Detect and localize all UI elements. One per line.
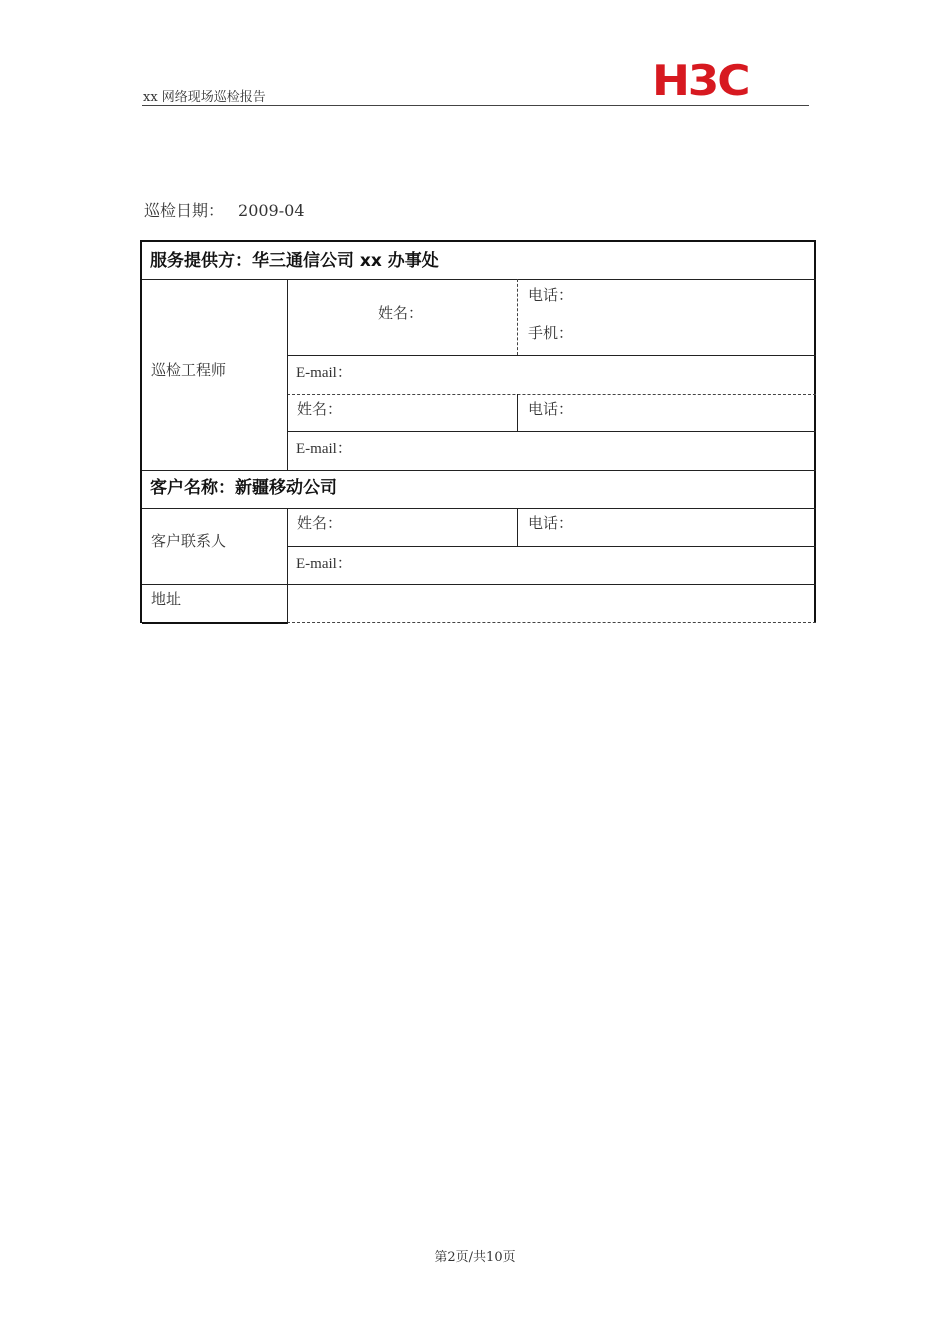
col-divider	[517, 279, 518, 355]
inspection-date-value: 2009-04	[238, 201, 305, 220]
row-divider	[287, 546, 816, 547]
engineer1-mobile-label: 手机：	[528, 324, 574, 342]
row-divider	[142, 584, 816, 585]
engineer2-name-label: 姓名：	[297, 400, 343, 418]
row-divider	[142, 470, 816, 471]
engineer-label: 巡检工程师	[151, 361, 227, 379]
row-divider	[142, 279, 816, 280]
col-divider	[287, 508, 288, 624]
engineer2-email-label: E-mail：	[296, 441, 352, 457]
row-divider	[142, 508, 816, 509]
info-form-table	[140, 240, 816, 623]
row-divider	[142, 622, 288, 624]
col-divider	[287, 279, 288, 470]
report-header-title: xx 网络现场巡检报告	[143, 90, 266, 105]
engineer2-phone-label: 电话：	[528, 400, 574, 418]
inspection-date-label: 巡检日期：	[144, 201, 225, 220]
contact-name-label: 姓名：	[297, 514, 343, 532]
contact-label: 客户联系人	[151, 532, 227, 550]
row-divider	[287, 355, 816, 356]
col-divider	[517, 394, 518, 431]
h3c-logo: H3C	[652, 56, 749, 105]
inspection-date	[144, 198, 305, 221]
page-number: 第2页/共10页	[434, 1250, 516, 1265]
engineer1-email-label: E-mail：	[296, 365, 352, 381]
col-divider	[517, 508, 518, 546]
contact-email-label: E-mail：	[296, 556, 352, 572]
address-label: 地址	[151, 590, 182, 608]
engineer1-phone-label: 电话：	[528, 286, 574, 304]
engineer1-name-label: 姓名：	[378, 304, 424, 322]
row-divider	[287, 394, 816, 395]
customer-heading: 客户名称：新疆移动公司	[150, 478, 337, 498]
row-divider	[287, 622, 816, 623]
row-divider	[287, 431, 816, 432]
provider-heading: 服务提供方：华三通信公司 xx 办事处	[150, 251, 439, 271]
contact-phone-label: 电话：	[528, 514, 574, 532]
header-divider	[142, 105, 809, 106]
